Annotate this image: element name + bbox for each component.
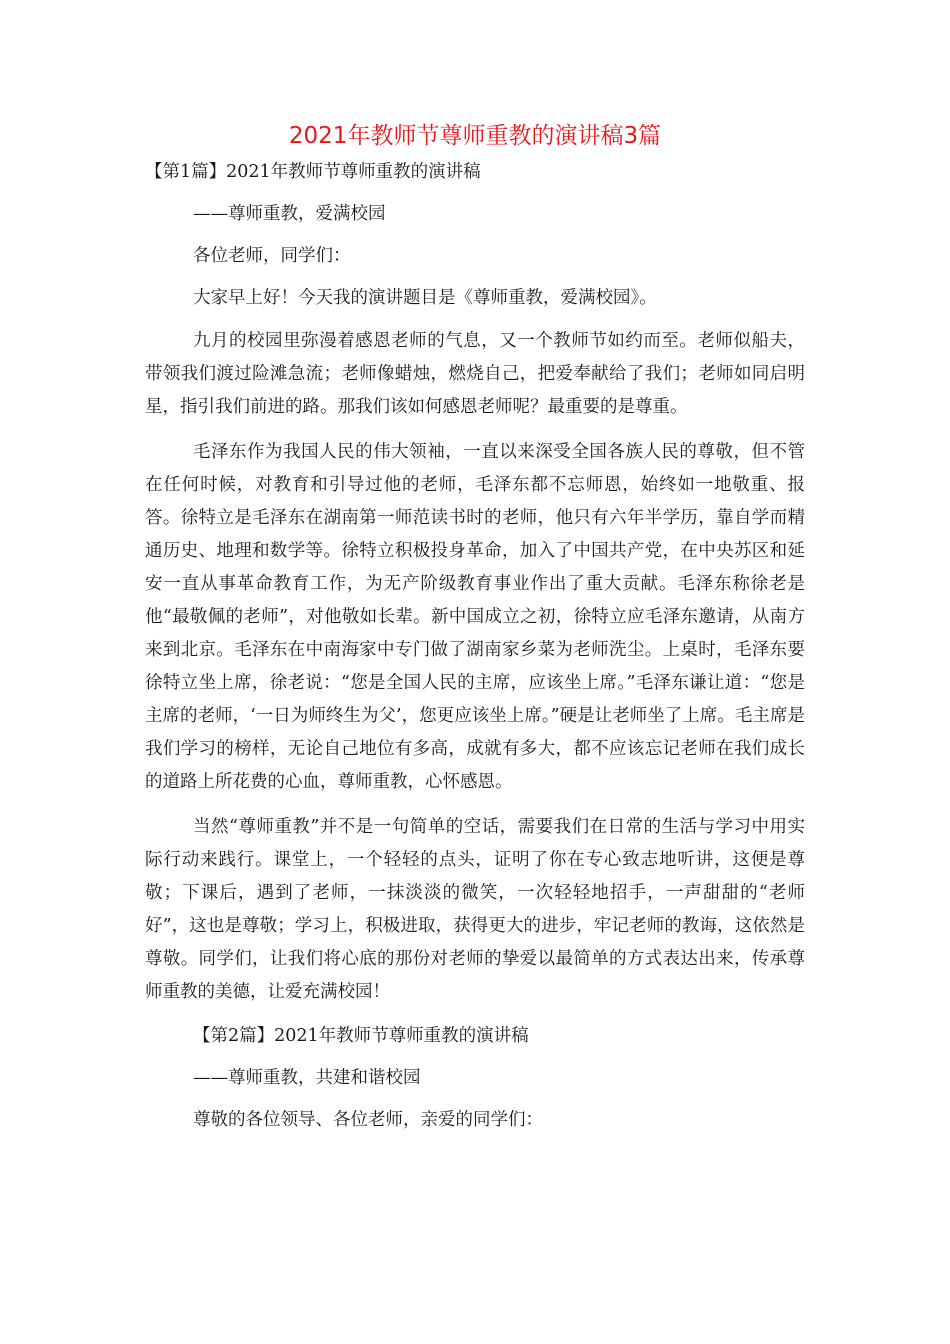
- section-2-greeting: 尊敬的各位领导、各位老师，亲爱的同学们：: [193, 1110, 543, 1130]
- section-1-intro: 大家早上好！今天我的演讲题目是《尊师重教，爱满校园》。: [193, 288, 657, 308]
- section-1-subtitle: ——尊师重教，爱满校园: [193, 204, 386, 224]
- section-2-heading: 【第2篇】2021年教师节尊师重教的演讲稿: [193, 1026, 529, 1046]
- paragraph: 当然“尊师重教”并不是一句简单的空话，需要我们在日常的生活与学习中用实际行动来践行。课堂上，一个轻轻的点头，证明了你在专心致志地听讲，这便是尊敬；下课后，遇到了老师，一抹淡淡的微笑，一次轻轻地招手，一声甜甜的“老师好”，这也是尊敬；学习上，积极进取，获得更大的进步，牢记老师的教诲，这依然是尊敬。同学们，让我们将心底的那份对老师的挚爱以最简单的方式表达出来，传承尊师重教的美德，让爱充满校园！: [145, 817, 805, 1002]
- section-1-greeting: 各位老师，同学们：: [193, 246, 351, 266]
- document-body: [145, 157, 805, 1147]
- section-2-subtitle: ——尊师重教，共建和谐校园: [193, 1068, 421, 1088]
- document-title: 2021年教师节尊师重教的演讲稿3篇: [288, 123, 662, 149]
- paragraph: 九月的校园里弥漫着感恩老师的气息，又一个教师节如约而至。老师似船夫，带领我们渡过险滩急流；老师像蜡烛，燃烧自己，把爱奉献给了我们；老师如同启明星，指引我们前进的路。那我们该如何感恩老师呢？最重要的是尊重。: [145, 331, 805, 417]
- section-1-heading: 【第1篇】2021年教师节尊师重教的演讲稿: [145, 162, 481, 182]
- paragraph: 毛泽东作为我国人民的伟大领袖，一直以来深受全国各族人民的尊敬，但不管在任何时候，对教育和引导过他的老师，毛泽东都不忘师恩，始终如一地敬重、报答。徐特立是毛泽东在湖南第一师范读书时的老师，他只有六年半学历，靠自学而精通历史、地理和数学等。徐特立积极投身革命，加入了中国共产党，在中央苏区和延安一直从事革命教育工作，为无产阶级教育事业作出了重大贡献。毛泽东称徐老是他“最敬佩的老师”，对他敬如长辈。新中国成立之初，徐特立应毛泽东邀请，从南方来到北京。毛泽东在中南海家中专门做了湖南家乡菜为老师洗尘。上桌时，毛泽东要徐特立坐上席，徐老说：“您是全国人民的主席，应该坐上席。”毛泽东谦让道：“您是主席的老师，‘一日为师终生为父’，您更应该坐上席。”硬是让老师坐了上席。毛主席是我们学习的榜样，无论自己地位有多高，成就有多大，都不应该忘记老师在我们成长的道路上所花费的心血，尊师重教，心怀感恩。: [145, 442, 805, 792]
